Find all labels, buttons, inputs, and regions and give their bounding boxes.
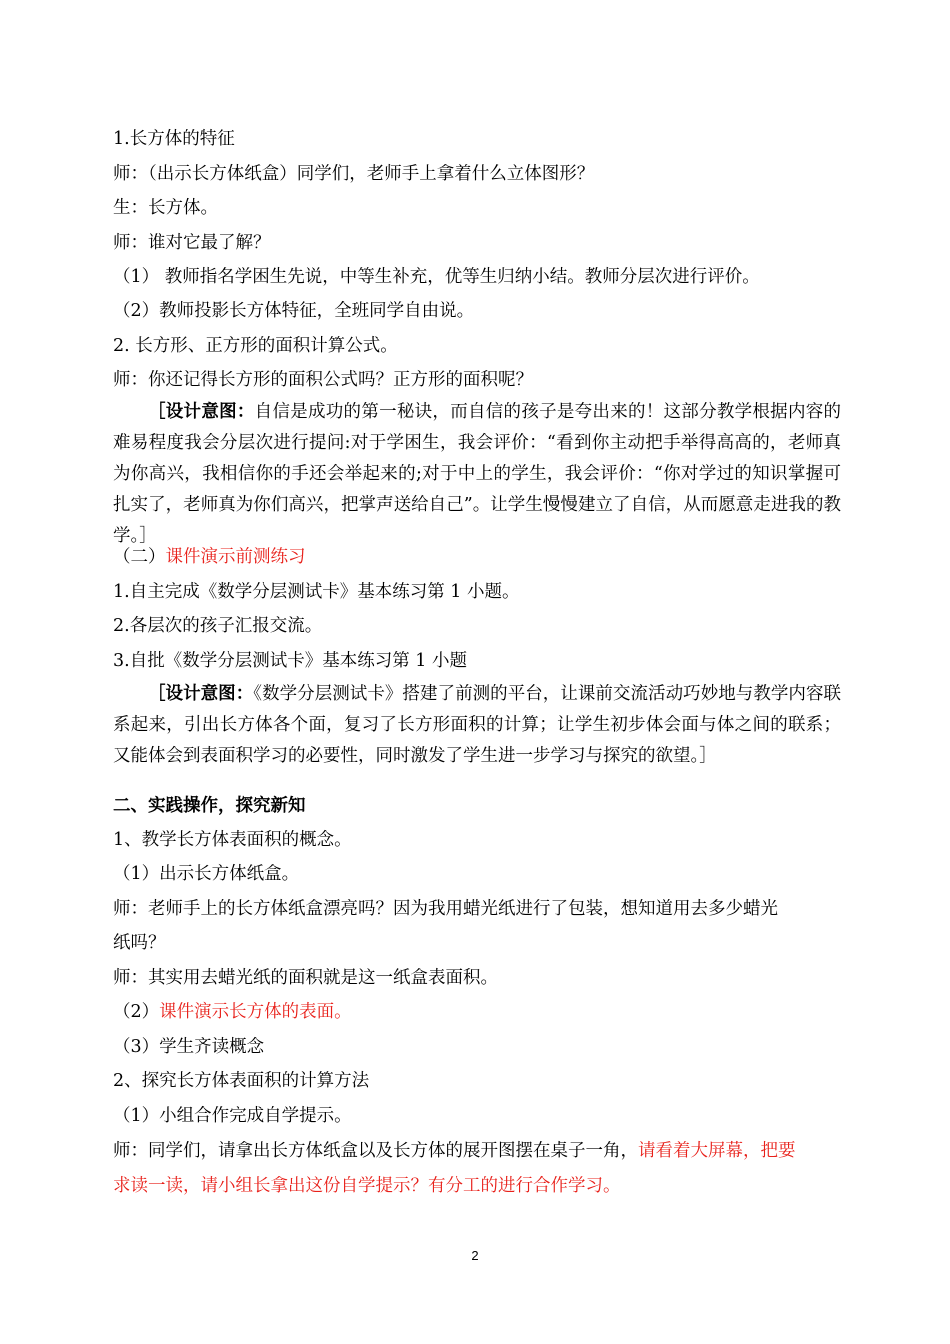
heading-surface-area-concept: 1、教学长方体表面积的概念。 [113, 830, 352, 850]
step-line: （1） 教师指名学困生先说，中等生补充，优等生归纳小结。教师分层次进行评价。 [113, 267, 760, 287]
step-line-red [113, 1001, 352, 1023]
step-line: 3.自批《数学分层测试卡》基本练习第 1 小题 [113, 651, 467, 671]
heading-calculation-method: 2、探究长方体表面积的计算方法 [113, 1071, 370, 1091]
step-line: （3）学生齐读概念 [113, 1037, 265, 1057]
heading-area-formula: 2. 长方形、正方形的面积计算公式。 [113, 336, 398, 356]
design-intent-text: 《数学分层测试卡》搭建了前测的平台，让课前交流活动巧妙地与教学内容联系起来，引出长方体各个面，复习了长方形面积的计算；让学生初步体会面与体之间的联系；又能体会到表面积学习的必要性，同时激发了学生进一步学习与探究的欲望。］ [113, 684, 842, 766]
page-number: 2 [471, 1248, 479, 1263]
student-line: 生：长方体。 [113, 198, 218, 218]
teacher-line: 师：其实用去蜡光纸的面积就是这一纸盒表面积。 [113, 968, 498, 988]
teacher-line [113, 1140, 796, 1162]
teacher-line-continued: 纸吗？ [113, 933, 166, 953]
section-heading-practice: 二、实践操作，探究新知 [113, 796, 306, 816]
teacher-line-continued-red: 求读一读，请小组长拿出这份自学提示？有分工的进行合作学习。 [113, 1176, 621, 1196]
design-intent-paragraph [113, 679, 841, 772]
design-intent-paragraph [113, 397, 841, 552]
teacher-line: 师：谁对它最了解？ [113, 233, 271, 253]
design-intent-label: ［设计意图： [148, 402, 255, 422]
section-number: （二） [113, 547, 166, 567]
step-text-red: 课件演示长方体的表面。 [159, 1002, 352, 1022]
teacher-line: 师：你还记得长方形的面积公式吗？正方形的面积呢？ [113, 370, 533, 390]
step-line: （1）出示长方体纸盒。 [113, 864, 300, 884]
teacher-line: 师：老师手上的长方体纸盒漂亮吗？因为我用蜡光纸进行了包装，想知道用去多少蜡光 [113, 899, 778, 919]
design-intent-label: ［设计意图： [148, 684, 254, 704]
heading-cuboid-features: 1.长方体的特征 [113, 129, 235, 149]
step-line: 1.自主完成《数学分层测试卡》基本练习第 1 小题。 [113, 582, 520, 602]
section-title-pretest [113, 546, 306, 568]
section-title-red: 课件演示前测练习 [165, 547, 306, 567]
step-line: 2.各层次的孩子汇报交流。 [113, 616, 323, 636]
teacher-text: 师：同学们，请拿出长方体纸盒以及长方体的展开图摆在桌子一角， [113, 1141, 638, 1161]
step-number: （2） [113, 1002, 160, 1022]
teacher-line: 师：（出示长方体纸盒）同学们，老师手上拿着什么立体图形？ [113, 164, 595, 184]
teacher-text-red: 请看着大屏幕，把要 [638, 1141, 796, 1161]
step-line: （2）教师投影长方体特征，全班同学自由说。 [113, 301, 475, 321]
step-line: （1）小组合作完成自学提示。 [113, 1106, 352, 1126]
design-intent-text: 自信是成功的第一秘诀，而自信的孩子是夸出来的！这部分教学根据内容的难易程度我会分层次进行提问:对于学困生，我会评价：“看到你主动把手举得高高的，老师真为你高兴，我相信你的手还会举起来的;对于中上的学生，我会评价：“你对学过的知识掌握可扎实了，老师真为你们高兴，把掌声送给自己”。让学生慢慢建立了自信，从而愿意走进我的教学。］ [113, 402, 842, 546]
